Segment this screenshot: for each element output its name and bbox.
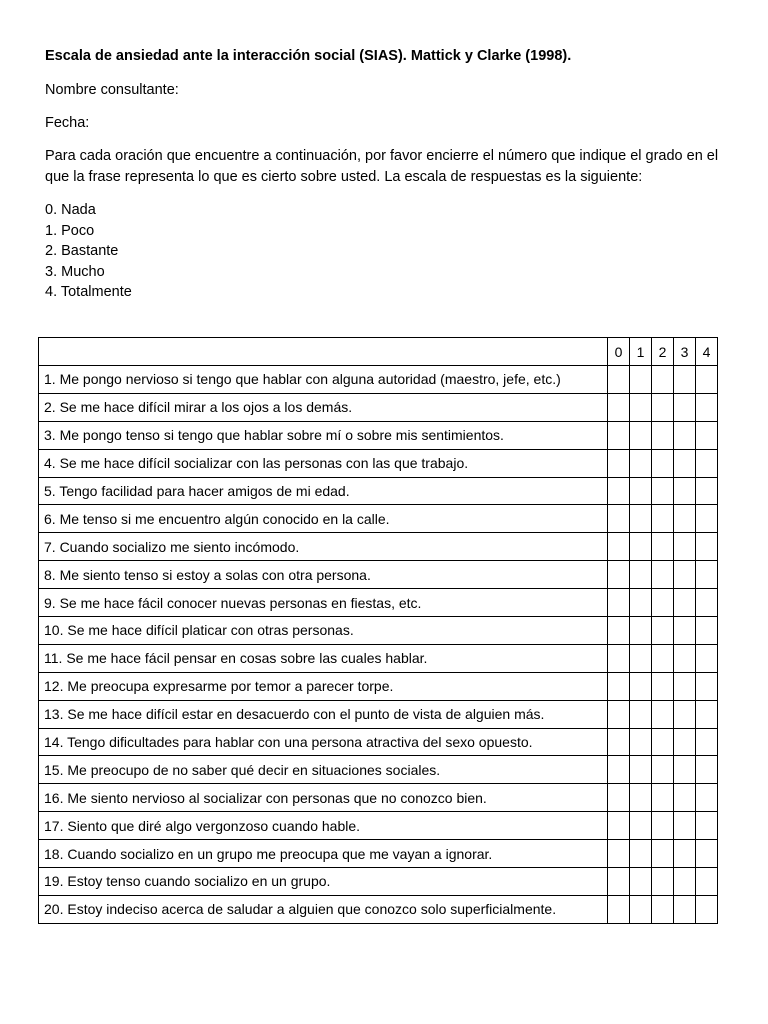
response-cell-3[interactable]	[674, 756, 696, 784]
table-row	[39, 477, 718, 505]
response-cell-3[interactable]	[674, 421, 696, 449]
response-cell-3[interactable]	[674, 644, 696, 672]
item-text: 4. Se me hace difícil socializar con las personas con las que trabajo.	[39, 449, 608, 477]
table-row	[39, 700, 718, 728]
response-cell-0[interactable]	[608, 728, 630, 756]
response-cell-3[interactable]	[674, 533, 696, 561]
item-text: 17. Siento que diré algo vergonzoso cuando hable.	[39, 812, 608, 840]
table-row	[39, 505, 718, 533]
scale-option: 1. Poco	[45, 222, 95, 239]
scale-option: 2. Bastante	[45, 243, 119, 259]
response-cell-0[interactable]	[608, 561, 630, 589]
response-cell-4[interactable]	[696, 672, 718, 700]
table-row	[39, 589, 718, 617]
response-cell-4[interactable]	[696, 589, 718, 617]
response-cell-4[interactable]	[696, 756, 718, 784]
table-row	[39, 812, 718, 840]
item-text: 18. Cuando socializo en un grupo me preocupa que me vayan a ignorar.	[39, 840, 608, 868]
response-cell-2[interactable]	[652, 366, 674, 394]
response-cell-0[interactable]	[608, 449, 630, 477]
table-row	[39, 756, 718, 784]
response-cell-2[interactable]	[652, 644, 674, 672]
response-cell-1[interactable]	[630, 672, 652, 700]
document-page	[45, 46, 735, 303]
item-text: 8. Me siento tenso si estoy a solas con otra persona.	[39, 561, 608, 589]
table-row	[39, 366, 718, 394]
response-cell-1[interactable]	[630, 840, 652, 868]
response-cell-4[interactable]	[696, 700, 718, 728]
item-text: 1. Me pongo nervioso si tengo que hablar con alguna autoridad (maestro, jefe, etc.)	[39, 366, 608, 394]
scale-option: 4. Totalmente	[45, 284, 132, 300]
response-cell-0[interactable]	[608, 784, 630, 812]
table-row	[39, 449, 718, 477]
response-cell-4[interactable]	[696, 617, 718, 645]
response-cell-2[interactable]	[652, 533, 674, 561]
response-cell-2[interactable]	[652, 561, 674, 589]
table-row	[39, 840, 718, 868]
sias-response-table	[38, 337, 718, 924]
item-text: 5. Tengo facilidad para hacer amigos de mi edad.	[39, 477, 608, 505]
table-row	[39, 561, 718, 589]
response-cell-0[interactable]	[608, 477, 630, 505]
item-text: 6. Me tenso si me encuentro algún conocido en la calle.	[39, 505, 608, 533]
response-cell-2[interactable]	[652, 756, 674, 784]
response-cell-4[interactable]	[696, 840, 718, 868]
response-cell-3[interactable]	[674, 449, 696, 477]
response-cell-0[interactable]	[608, 840, 630, 868]
response-cell-4[interactable]	[696, 644, 718, 672]
response-cell-2[interactable]	[652, 700, 674, 728]
response-cell-1[interactable]	[630, 421, 652, 449]
response-cell-1[interactable]	[630, 617, 652, 645]
item-text: 9. Se me hace fácil conocer nuevas personas en fiestas, etc.	[39, 589, 608, 617]
response-cell-0[interactable]	[608, 505, 630, 533]
response-cell-4[interactable]	[696, 868, 718, 896]
response-cell-1[interactable]	[630, 561, 652, 589]
item-text: 3. Me pongo tenso si tengo que hablar sobre mí o sobre mis sentimientos.	[39, 421, 608, 449]
response-cell-3[interactable]	[674, 700, 696, 728]
response-cell-4[interactable]	[696, 449, 718, 477]
response-scale-list	[45, 200, 735, 303]
column-header-3: 3	[674, 338, 696, 366]
response-cell-0[interactable]	[608, 421, 630, 449]
response-cell-0[interactable]	[608, 868, 630, 896]
response-cell-0[interactable]	[608, 895, 630, 923]
item-text: 19. Estoy tenso cuando socializo en un grupo.	[39, 868, 608, 896]
response-cell-1[interactable]	[630, 868, 652, 896]
response-cell-4[interactable]	[696, 505, 718, 533]
response-cell-2[interactable]	[652, 505, 674, 533]
item-text: 14. Tengo dificultades para hablar con una persona atractiva del sexo opuesto.	[39, 728, 608, 756]
table-row	[39, 728, 718, 756]
response-cell-1[interactable]	[630, 784, 652, 812]
response-cell-0[interactable]	[608, 756, 630, 784]
document-title: Escala de ansiedad ante la interacción social (SIAS). Mattick y Clarke (1998).	[45, 48, 572, 64]
response-cell-1[interactable]	[630, 477, 652, 505]
response-cell-2[interactable]	[652, 672, 674, 700]
response-cell-3[interactable]	[674, 505, 696, 533]
response-cell-2[interactable]	[652, 589, 674, 617]
item-text: 2. Se me hace difícil mirar a los ojos a los demás.	[39, 393, 608, 421]
response-cell-4[interactable]	[696, 561, 718, 589]
table-row	[39, 533, 718, 561]
response-cell-2[interactable]	[652, 784, 674, 812]
response-cell-2[interactable]	[652, 449, 674, 477]
response-cell-2[interactable]	[652, 868, 674, 896]
response-cell-3[interactable]	[674, 784, 696, 812]
response-cell-3[interactable]	[674, 728, 696, 756]
response-cell-2[interactable]	[652, 617, 674, 645]
date-label: Fecha:	[45, 115, 90, 131]
response-cell-1[interactable]	[630, 449, 652, 477]
item-text: 12. Me preocupa expresarme por temor a parecer torpe.	[39, 672, 608, 700]
response-cell-2[interactable]	[652, 393, 674, 421]
response-cell-3[interactable]	[674, 840, 696, 868]
response-cell-0[interactable]	[608, 589, 630, 617]
response-cell-0[interactable]	[608, 393, 630, 421]
response-cell-4[interactable]	[696, 895, 718, 923]
item-text: 7. Cuando socializo me siento incómodo.	[39, 533, 608, 561]
response-cell-0[interactable]	[608, 533, 630, 561]
client-name-label: Nombre consultante:	[45, 82, 179, 98]
response-cell-3[interactable]	[674, 366, 696, 394]
response-cell-0[interactable]	[608, 700, 630, 728]
response-cell-4[interactable]	[696, 533, 718, 561]
response-cell-4[interactable]	[696, 477, 718, 505]
response-cell-1[interactable]	[630, 700, 652, 728]
table-row	[39, 784, 718, 812]
column-header-0: 0	[608, 338, 630, 366]
response-cell-2[interactable]	[652, 812, 674, 840]
response-cell-1[interactable]	[630, 589, 652, 617]
column-header-1: 1	[630, 338, 652, 366]
response-cell-0[interactable]	[608, 672, 630, 700]
response-cell-3[interactable]	[674, 589, 696, 617]
item-text: 11. Se me hace fácil pensar en cosas sobre las cuales hablar.	[39, 644, 608, 672]
item-text: 20. Estoy indeciso acerca de saludar a alguien que conozco solo superficialmente.	[39, 895, 608, 923]
response-cell-3[interactable]	[674, 672, 696, 700]
response-cell-4[interactable]	[696, 366, 718, 394]
response-cell-0[interactable]	[608, 366, 630, 394]
response-cell-2[interactable]	[652, 421, 674, 449]
response-cell-0[interactable]	[608, 617, 630, 645]
table-row	[39, 393, 718, 421]
table-row	[39, 644, 718, 672]
scale-option: 3. Mucho	[45, 263, 105, 280]
response-cell-3[interactable]	[674, 561, 696, 589]
column-header-2: 2	[652, 338, 674, 366]
response-cell-2[interactable]	[652, 477, 674, 505]
response-cell-4[interactable]	[696, 393, 718, 421]
table-row	[39, 617, 718, 645]
response-cell-0[interactable]	[608, 812, 630, 840]
response-cell-0[interactable]	[608, 644, 630, 672]
response-cell-2[interactable]	[652, 840, 674, 868]
response-cell-3[interactable]	[674, 812, 696, 840]
response-cell-1[interactable]	[630, 393, 652, 421]
response-cell-1[interactable]	[630, 895, 652, 923]
instructions-paragraph: Para cada oración que encuentre a continuación, por favor encierre el número que indique el grado en el que la frase representa lo que es cierto sobre usted. La escala de respuestas es la siguiente:	[45, 148, 719, 185]
item-text: 10. Se me hace difícil platicar con otras personas.	[39, 617, 608, 645]
response-cell-1[interactable]	[630, 644, 652, 672]
table-row	[39, 895, 718, 923]
response-cell-1[interactable]	[630, 728, 652, 756]
response-cell-1[interactable]	[630, 505, 652, 533]
response-cell-2[interactable]	[652, 728, 674, 756]
response-cell-4[interactable]	[696, 812, 718, 840]
response-cell-1[interactable]	[630, 366, 652, 394]
response-cell-4[interactable]	[696, 784, 718, 812]
response-cell-3[interactable]	[674, 617, 696, 645]
response-cell-3[interactable]	[674, 477, 696, 505]
response-cell-2[interactable]	[652, 895, 674, 923]
response-cell-4[interactable]	[696, 728, 718, 756]
table-row	[39, 672, 718, 700]
item-text: 16. Me siento nervioso al socializar con personas que no conozco bien.	[39, 784, 608, 812]
item-text: 13. Se me hace difícil estar en desacuerdo con el punto de vista de alguien más.	[39, 700, 608, 728]
response-cell-3[interactable]	[674, 393, 696, 421]
response-cell-1[interactable]	[630, 756, 652, 784]
scale-option: 0. Nada	[45, 202, 96, 218]
table-row	[39, 868, 718, 896]
response-cell-4[interactable]	[696, 421, 718, 449]
response-cell-1[interactable]	[630, 812, 652, 840]
response-cell-3[interactable]	[674, 868, 696, 896]
item-text: 15. Me preocupo de no saber qué decir en situaciones sociales.	[39, 756, 608, 784]
header-blank-cell	[39, 338, 608, 366]
table-row	[39, 421, 718, 449]
column-header-4: 4	[696, 338, 718, 366]
table-header-row	[39, 338, 718, 366]
response-cell-1[interactable]	[630, 533, 652, 561]
response-cell-3[interactable]	[674, 895, 696, 923]
